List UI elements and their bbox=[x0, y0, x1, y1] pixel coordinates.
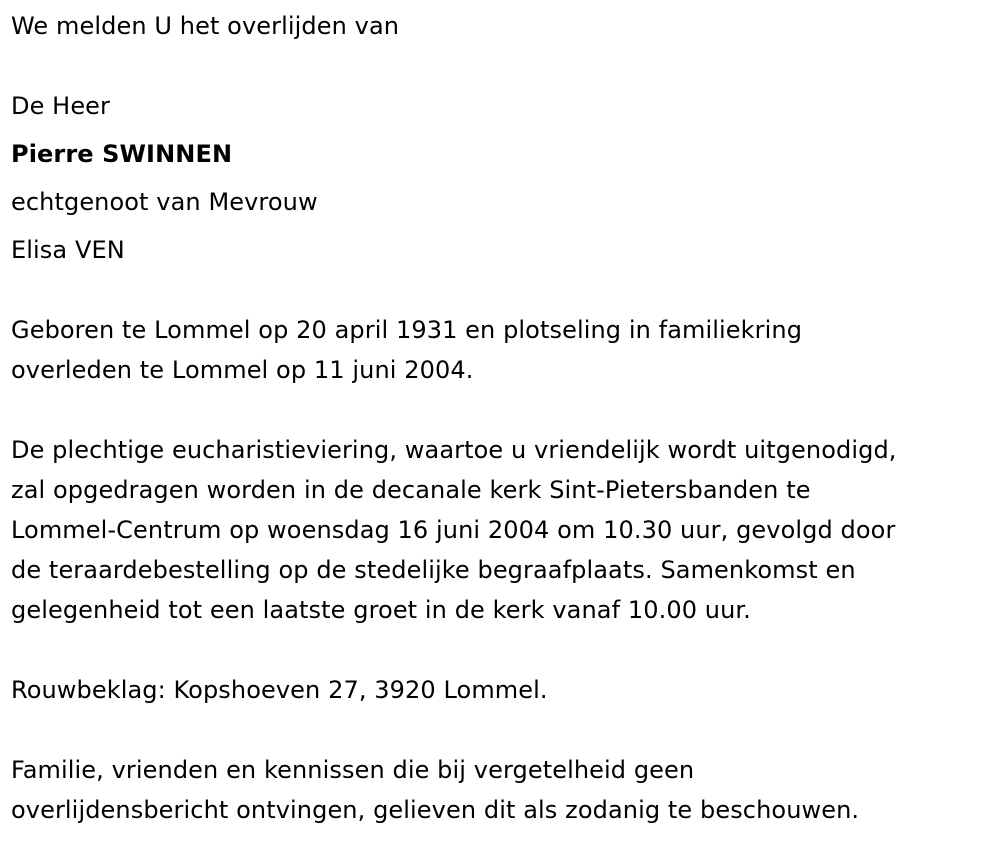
condolence-address: Rouwbeklag: Kopshoeven 27, 3920 Lommel. bbox=[11, 676, 548, 704]
birth-death-line-2: overleden te Lommel op 11 juni 2004. bbox=[11, 356, 474, 384]
ceremony-line-1: De plechtige eucharistieviering, waartoe u vriendelijk wordt uitgenodigd, bbox=[11, 436, 897, 464]
closing-line-2: overlijdensbericht ontvingen, gelieven dit als zodanig te beschouwen. bbox=[11, 796, 860, 824]
spouse-name: Elisa VEN bbox=[11, 236, 125, 264]
spouse-line: echtgenoot van Mevrouw bbox=[11, 188, 318, 216]
birth-death-line-1: Geboren te Lommel op 20 april 1931 en plotseling in familiekring bbox=[11, 316, 803, 344]
ceremony-line-3: Lommel-Centrum op woensdag 16 juni 2004 om 10.30 uur, gevolgd door bbox=[11, 516, 896, 544]
intro-text: We melden U het overlijden van bbox=[11, 12, 400, 40]
deceased-name: Pierre SWINNEN bbox=[11, 140, 233, 168]
ceremony-line-5: gelegenheid tot een laatste groet in de kerk vanaf 10.00 uur. bbox=[11, 596, 751, 624]
ceremony-line-4: de teraardebestelling op de stedelijke begraafplaats. Samenkomst en bbox=[11, 556, 856, 584]
closing-line-1: Familie, vrienden en kennissen die bij vergetelheid geen bbox=[11, 756, 695, 784]
ceremony-line-2: zal opgedragen worden in de decanale kerk Sint-Pietersbanden te bbox=[11, 476, 811, 504]
salutation: De Heer bbox=[11, 92, 111, 120]
